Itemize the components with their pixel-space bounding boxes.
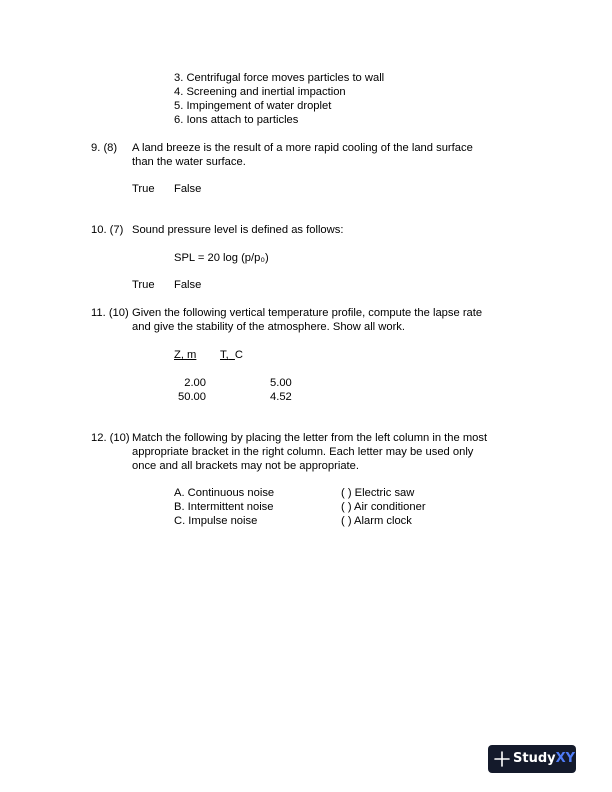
q11-t-header-label: T, [220,349,229,361]
brand-name-part2: XY [555,751,576,766]
q10-true-option: True [132,279,155,291]
q9-number: 9. (8) [91,142,118,154]
q9-true-option: True [132,183,155,195]
studyxy-logo [488,745,576,773]
plus-sparkle-icon [494,751,510,767]
q12-right-item: ( ) Electric saw [341,487,415,499]
q12-left-item: C. Impulse noise [174,515,258,527]
q9-text-line: than the water surface. [132,156,246,168]
q11-z-header: Z, m [174,349,197,361]
q9-false-option: False [174,183,202,195]
q12-left-item: B. Intermittent noise [174,501,274,513]
q10-number: 10. (7) [91,224,124,236]
q9-text-line: A land breeze is the result of a more rapid cooling of the land surface [132,142,473,154]
q11-t-header [220,349,243,363]
q12-left-item: A. Continuous noise [174,487,275,499]
q10-formula: SPL = 20 log (p/p₀) [174,252,269,264]
q11-text-line: and give the stability of the atmosphere. Show all work. [132,321,405,333]
q12-text-line: Match the following by placing the letter from the left column in the most [132,432,488,444]
brand-name [513,751,575,767]
q11-number: 11. (10) [91,307,129,319]
q12-text-line: once and all brackets may not be appropriate. [132,460,359,472]
q12-number: 12. (10) [91,432,130,444]
q12-text-line: appropriate bracket in the right column. Each letter may be used only [132,446,474,458]
brand-name-part1: Study [513,751,556,766]
q12-right-item: ( ) Air conditioner [341,501,426,513]
list-item: 6. Ions attach to particles [174,114,299,126]
q11-z-value: 2.00 [184,377,206,389]
q12-right-item: ( ) Alarm clock [341,515,412,527]
q10-false-option: False [174,279,202,291]
q10-text: Sound pressure level is defined as follows: [132,224,344,236]
q11-t-value: 4.52 [270,391,292,403]
list-item: 4. Screening and inertial impaction [174,86,346,98]
q11-t-value: 5.00 [270,377,292,389]
q11-text-line: Given the following vertical temperature profile, compute the lapse rate [132,307,483,319]
list-item: 3. Centrifugal force moves particles to wall [174,72,385,84]
q11-z-value: 50.00 [178,391,206,403]
q11-t-header-unit: C [234,349,244,361]
list-item: 5. Impingement of water droplet [174,100,332,112]
